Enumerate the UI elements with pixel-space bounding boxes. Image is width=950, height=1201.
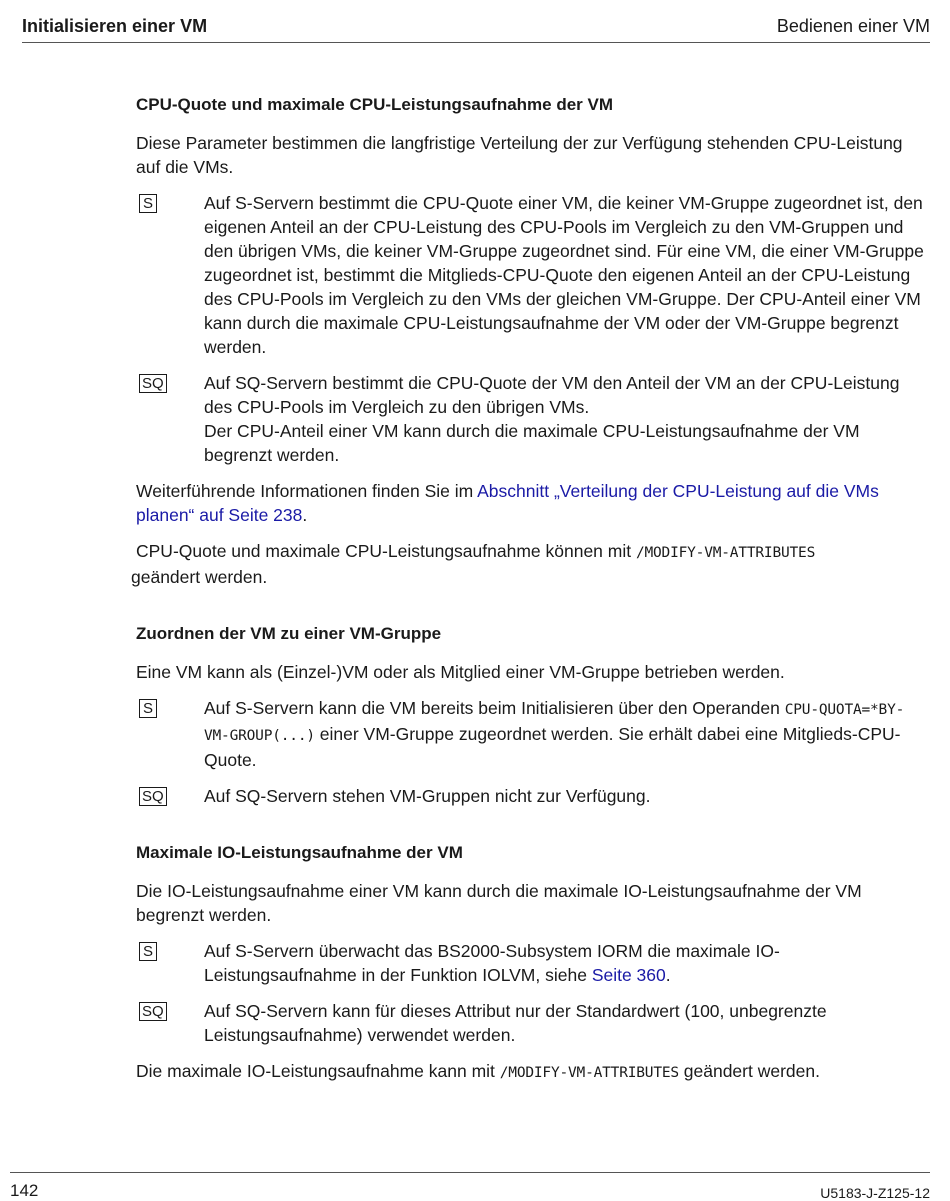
- document-id: U5183-J-Z125-12: [820, 1185, 930, 1201]
- server-note-sq: [136, 999, 928, 1047]
- section-intro: Eine VM kann als (Einzel-)VM oder als Mitglied einer VM-Gruppe betrieben werden.: [136, 662, 785, 682]
- page-footer: [10, 1172, 930, 1200]
- note-text: [204, 696, 928, 772]
- sq-server-tag: SQ: [139, 374, 167, 393]
- sq-server-tag: SQ: [139, 787, 167, 806]
- text: CPU-Quote und maximale CPU-Leistungsaufnahme können mit: [136, 541, 636, 561]
- text: Auf S-Servern überwacht das BS2000-Subsystem IORM die maximale IO-Leistungsaufnahme in der Funktion IOLVM, siehe: [204, 941, 780, 985]
- note-text: Der CPU-Anteil einer VM kann durch die maximale CPU-Leistungsaufnahme der VM begrenzt werden.: [204, 421, 860, 465]
- text: geändert werden.: [678, 1061, 820, 1081]
- text: .: [665, 965, 671, 985]
- page-number: 142: [10, 1181, 39, 1200]
- note-text: Auf SQ-Servern bestimmt die CPU-Quote der VM den Anteil der VM an der CPU-Leistung des CPU-Pools im Vergleich zu den übrigen VMs.: [204, 373, 900, 417]
- text: Auf S-Servern kann die VM bereits beim Initialisieren über den Operanden: [204, 698, 785, 718]
- s-server-tag: S: [139, 194, 157, 213]
- server-note-s: [136, 191, 928, 359]
- server-note-s: [136, 939, 928, 987]
- note-text: Auf SQ-Servern stehen VM-Gruppen nicht zur Verfügung.: [204, 786, 651, 806]
- note-text: Auf SQ-Servern kann für dieses Attribut nur der Standardwert (100, unbegrenzte Leistungsaufnahme) verwendet werden.: [204, 1001, 827, 1045]
- section-intro: Die IO-Leistungsaufnahme einer VM kann durch die maximale IO-Leistungsaufnahme der VM begrenzt werden.: [136, 881, 862, 925]
- section-intro: Diese Parameter bestimmen die langfristige Verteilung der zur Verfügung stehenden CPU-Leistung auf die VMs.: [136, 133, 903, 177]
- note-text: [204, 939, 928, 987]
- command-name: /MODIFY-VM-ATTRIBUTES: [635, 545, 816, 561]
- text: Die maximale IO-Leistungsaufnahme kann mit: [136, 1061, 500, 1081]
- sq-server-tag: SQ: [139, 1002, 167, 1021]
- text: .: [302, 505, 308, 525]
- server-note-s: [136, 696, 928, 772]
- cross-reference-link[interactable]: Abschnitt „Verteilung der CPU-Leistung auf die VMs planen“ auf Seite 238: [136, 481, 879, 525]
- section-heading-vm-group: Zuordnen der VM zu einer VM-Gruppe: [136, 624, 442, 643]
- change-paragraph: [136, 1059, 928, 1085]
- change-paragraph: [131, 539, 928, 589]
- command-name: /MODIFY-VM-ATTRIBUTES: [499, 1065, 679, 1081]
- more-info-paragraph: [136, 479, 928, 527]
- server-note-sq: [136, 371, 928, 467]
- note-text: Auf S-Servern bestimmt die CPU-Quote einer VM, die keiner VM-Gruppe zugeordnet ist, den eigenen Anteil an der CPU-Leistung des CPU-Pools im Vergleich zu den VM-Gruppen und den übrigen VMs, die keiner VM-Gruppe zugeordnet sind. Für eine VM, die einer VM-Gruppe zugeordnet ist, bestimmt die Mitglieds-CPU-Quote den eigenen Anteil an der CPU-Leistung des CPU-Pools im Vergleich zu den VMs der gleichen VM-Gruppe. Der CPU-Anteil einer VM kann durch die maximale CPU-Leistungsaufnahme der VM oder der VM-Gruppe begrenzt werden.: [204, 193, 924, 357]
- main-content: [131, 94, 928, 1097]
- page-header: [22, 14, 930, 43]
- page-reference-link[interactable]: Seite 360: [591, 965, 666, 985]
- section-heading-io: Maximale IO-Leistungsaufnahme der VM: [136, 843, 463, 862]
- operand-name: CPU-QUOTA=*BY-VM-GROUP(...): [204, 702, 905, 744]
- server-note-sq: [136, 784, 928, 808]
- header-chapter-title: Initialisieren einer VM: [22, 16, 208, 36]
- s-server-tag: S: [139, 942, 157, 961]
- text: Weiterführende Informationen finden Sie im: [136, 481, 478, 501]
- section-heading-cpu-quota: CPU-Quote und maximale CPU-Leistungsaufnahme der VM: [136, 95, 614, 114]
- text: geändert werden.: [131, 567, 268, 587]
- text: einer VM-Gruppe zugeordnet werden. Sie erhält dabei eine Mitglieds-CPU-Quote.: [204, 724, 901, 770]
- header-section-title: Bedienen einer VM: [776, 16, 930, 36]
- s-server-tag: S: [139, 699, 157, 718]
